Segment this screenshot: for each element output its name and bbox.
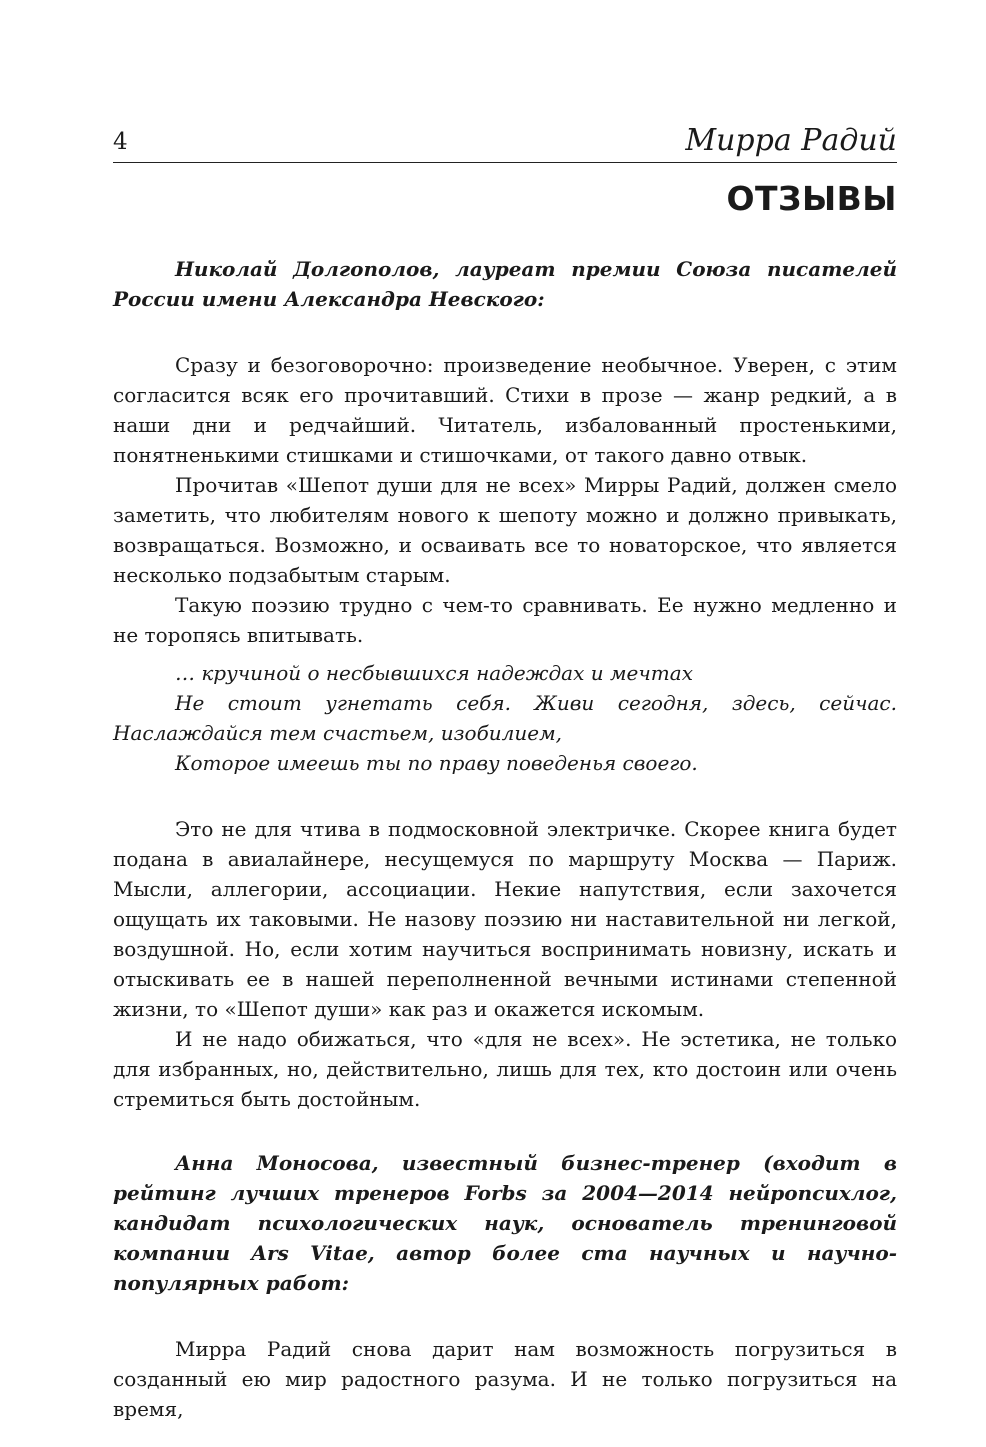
quote-line: … кручиной о несбывшихся надеждах и мечтах — [175, 661, 693, 685]
page-number: 4 — [113, 129, 128, 155]
running-head-author: Мирра Радий — [685, 123, 897, 158]
section-title: ОТЗЫВЫ — [726, 179, 897, 218]
review-paragraph: Сразу и безоговорочно: произведение необычное. Уверен, с этим согласится всяк его прочитавший. Стихи в прозе — жанр редкий, а в наши дни и редчайший. Читатель, избалованный простенькими, понятненькими стишками и стишочками, от такого давно отвык. — [113, 353, 897, 467]
quote-line: Которое имеешь ты по праву поведенья своего. — [175, 751, 698, 775]
quote-line: Не стоит угнетать себя. Живи сегодня, здесь, сейчас. Наслаждайся тем счастьем, изобилием, — [113, 691, 897, 745]
review-paragraph: Мирра Радий снова дарит нам возможность погрузиться в созданный ею мир радостного разума. И не только погрузиться на время, — [113, 1337, 897, 1421]
review-paragraph: Прочитав «Шепот души для не всех» Мирры Радий, должен смело заметить, что любителям нового к шепоту можно и должно привыкать, возвращаться. Возможно, и осваивать все то новаторское, что является несколько подзабытым старым. — [113, 473, 897, 587]
review-paragraph: Такую поэзию трудно с чем-то сравнивать. Ее нужно медленно и не торопясь впитывать. — [113, 593, 897, 647]
poem-quote — [113, 658, 897, 778]
review-paragraph: И не надо обижаться, что «для не всех». Не эстетика, не только для избранных, но, действительно, лишь для тех, кто достоин или очень стремиться быть достойным. — [113, 1027, 897, 1111]
reviewer-heading: Анна Моносова, известный бизнес-тренер (входит в рейтинг лучших тренеров Forbs за 2004—2014 нейропсихлог, кандидат психологических наук, основатель тренинговой компании Ars Vitae, автор более ста научных и научно-популярных работ: — [113, 1151, 897, 1295]
page-header — [113, 112, 897, 163]
reviewer-heading: Николай Долгополов, лауреат премии Союза писателей России имени Александра Невского: — [113, 257, 897, 311]
book-page — [113, 112, 897, 1424]
review-paragraph: Это не для чтива в подмосковной электричке. Скорее книга будет подана в авиалайнере, несущемуся по маршруту Москва — Париж. Мысли, аллегории, ассоциации. Некие напутствия, если захочется ощущать их таковыми. Не назову поэзию ни наставительной ни легкой, воздушной. Но, если хотим научиться воспринимать новизну, искать и отыскивать ее в нашей переполненной вечными истинами степенной жизни, то «Шепот души» как раз и окажется искомым. — [113, 817, 897, 1021]
